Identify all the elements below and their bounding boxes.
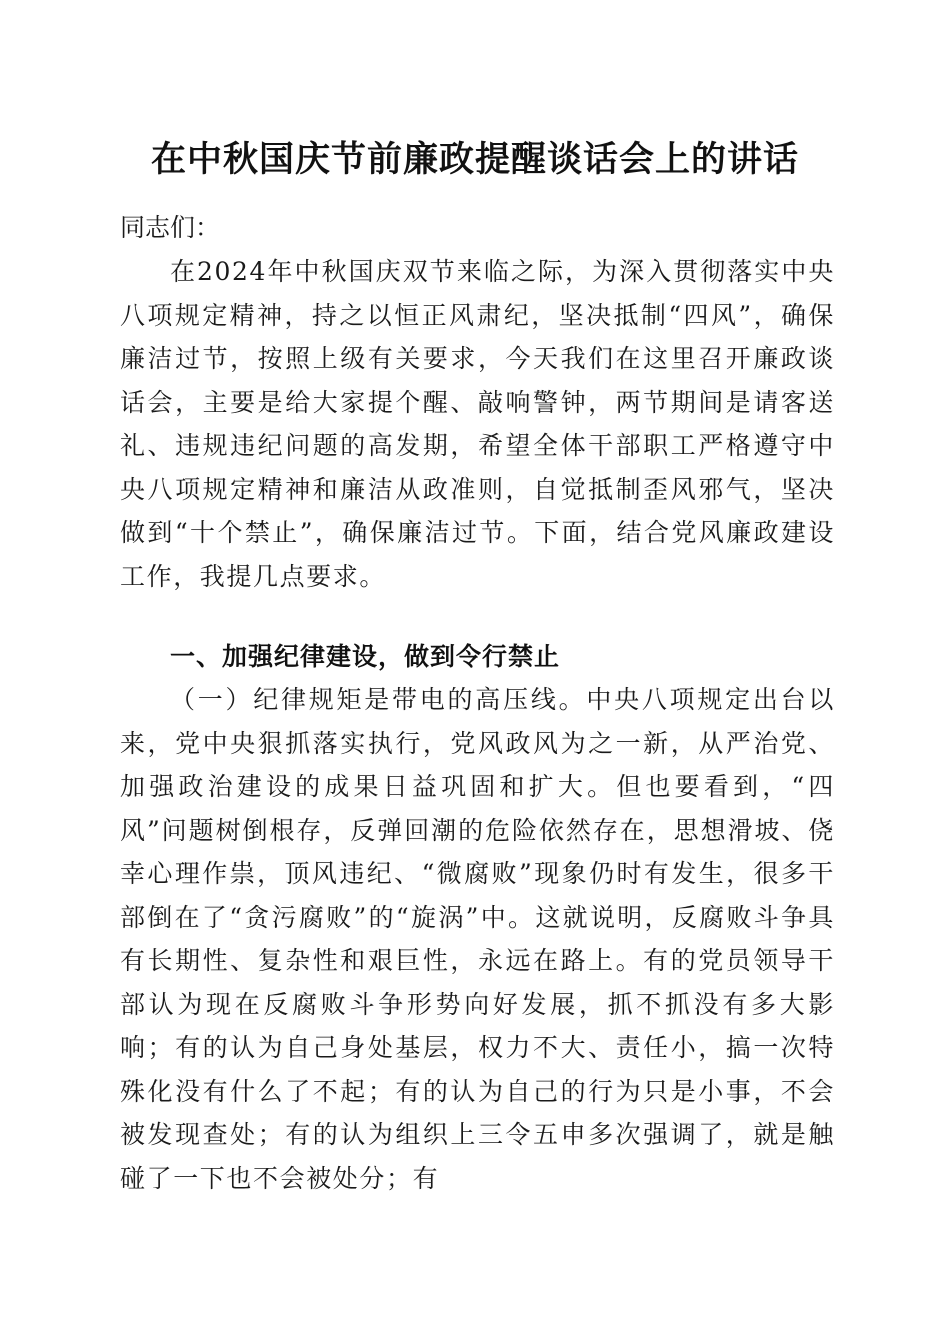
salutation: 同志们： (120, 213, 221, 242)
subsection-label: （一）纪律规矩是带电的高压线。 (170, 685, 587, 714)
section-paragraph (120, 678, 835, 1200)
document-title: 在中秋国庆节前廉政提醒谈话会上的讲话 (150, 139, 799, 180)
subsection-body: 中央八项规定出台以来，党中央狠抓落实执行，党风政风为之一新，从严治党、加强政治建设的成果日益巩固和扩大。但也要看到，“四风”问题树倒根存，反弹回潮的危险依然存在，思想滑坡、侥幸心理作祟，顶风违纪、“微腐败”现象仍时有发生，很多干部倒在了“贪污腐败”的“旋涡”中。这就说明，反腐败斗争具有长期性、复杂性和艰巨性，永远在路上。有的党员领导干部认为现在反腐败斗争形势向好发展，抓不抓没有多大影响；有的认为自己身处基层，权力不大、责任小，搞一次特殊化没有什么了不起；有的认为自己的行为只是小事，不会被发现查处；有的认为组织上三令五申多次强调了，就是触碰了一下也不会被处分；有 (120, 685, 835, 1193)
section-heading: 一、加强纪律建设，做到令行禁止 (170, 642, 561, 671)
intro-paragraph (120, 250, 835, 598)
section-paragraph-text (120, 678, 835, 1200)
intro-paragraph-text: 在2024年中秋国庆双节来临之际，为深入贯彻落实中央八项规定精神，持之以恒正风肃纪，坚决抵制“四风”，确保廉洁过节，按照上级有关要求，今天我们在这里召开廉政谈话会，主要是给大家提个醒、敲响警钟，两节期间是请客送礼、违规违纪问题的高发期，希望全体干部职工严格遵守中央八项规定精神和廉洁从政准则，自觉抵制歪风邪气，坚决做到“十个禁止”，确保廉洁过节。下面，结合党风廉政建设工作，我提几点要求。 (120, 257, 835, 591)
